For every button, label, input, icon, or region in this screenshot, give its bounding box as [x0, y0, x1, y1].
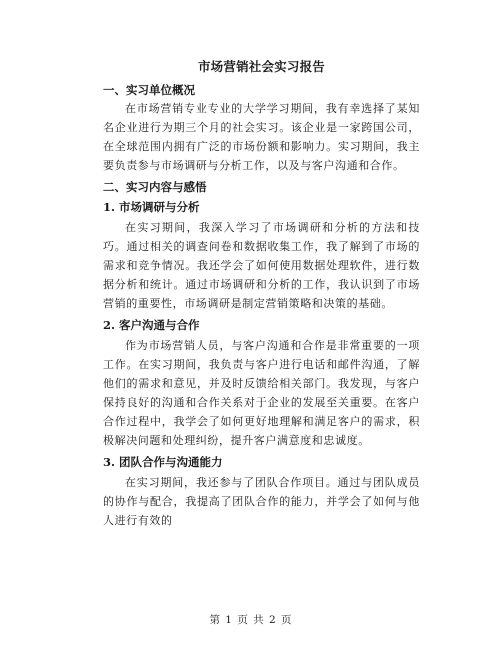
- section-heading-overview: 一、实习单位概况: [103, 83, 195, 97]
- subsection-heading-teamwork: 3. 团队合作与沟通能力: [103, 455, 223, 469]
- subsection-heading-customer: 2. 客户沟通与合作: [103, 318, 200, 332]
- subsection-paragraph-teamwork: 在实习期间，我还参与了团队合作项目。通过与团队成员的协作与配合，我提高了团队合作的能力，并学会了如何与他人进行有效的: [103, 476, 420, 527]
- subsection-paragraph-research: 在实习期间，我深入学习了市场调研和分析的方法和技巧。通过相关的调查问卷和数据收集工作，我了解到了市场的需求和竞争情况。我还学会了如何使用数据处理软件，进行数据分析和统计。通过市场调研和分析的工作，我认识到了市场营销的重要性，市场调研是制定营销策略和决策的基础。: [103, 221, 420, 310]
- subsection-heading-research: 1. 市场调研与分析: [103, 200, 200, 214]
- section-paragraph-overview: 在市场营销专业专业的大学学习期间，我有幸选择了某知名企业进行为期三个月的社会实习。该企业是一家跨国公司，在全球范围内拥有广泛的市场份额和影响力。实习期间，我主要负责参与市场调研与分析工作，以及与客户沟通和合作。: [103, 102, 420, 172]
- document-body: [103, 58, 420, 533]
- section-heading-content: 二、实习内容与感悟: [103, 180, 207, 194]
- document-title: 市场营销社会实习报告: [197, 59, 325, 74]
- subsection-paragraph-customer: 作为市场营销人员，与客户沟通和合作是非常重要的一项工作。在实习期间，我负责与客户进行电话和邮件沟通，了解他们的需求和意见，并及时反馈给相关部门。我发现，与客户保持良好的沟通和合作关系对于企业的发展至关重要。在客户合作过程中，我学会了如何更好地理解和满足客户的需求，积极解决问题和处理纠纷，提升客户满意度和忠诚度。: [103, 339, 420, 447]
- page-footer: 第 1 页 共 2 页: [209, 614, 293, 626]
